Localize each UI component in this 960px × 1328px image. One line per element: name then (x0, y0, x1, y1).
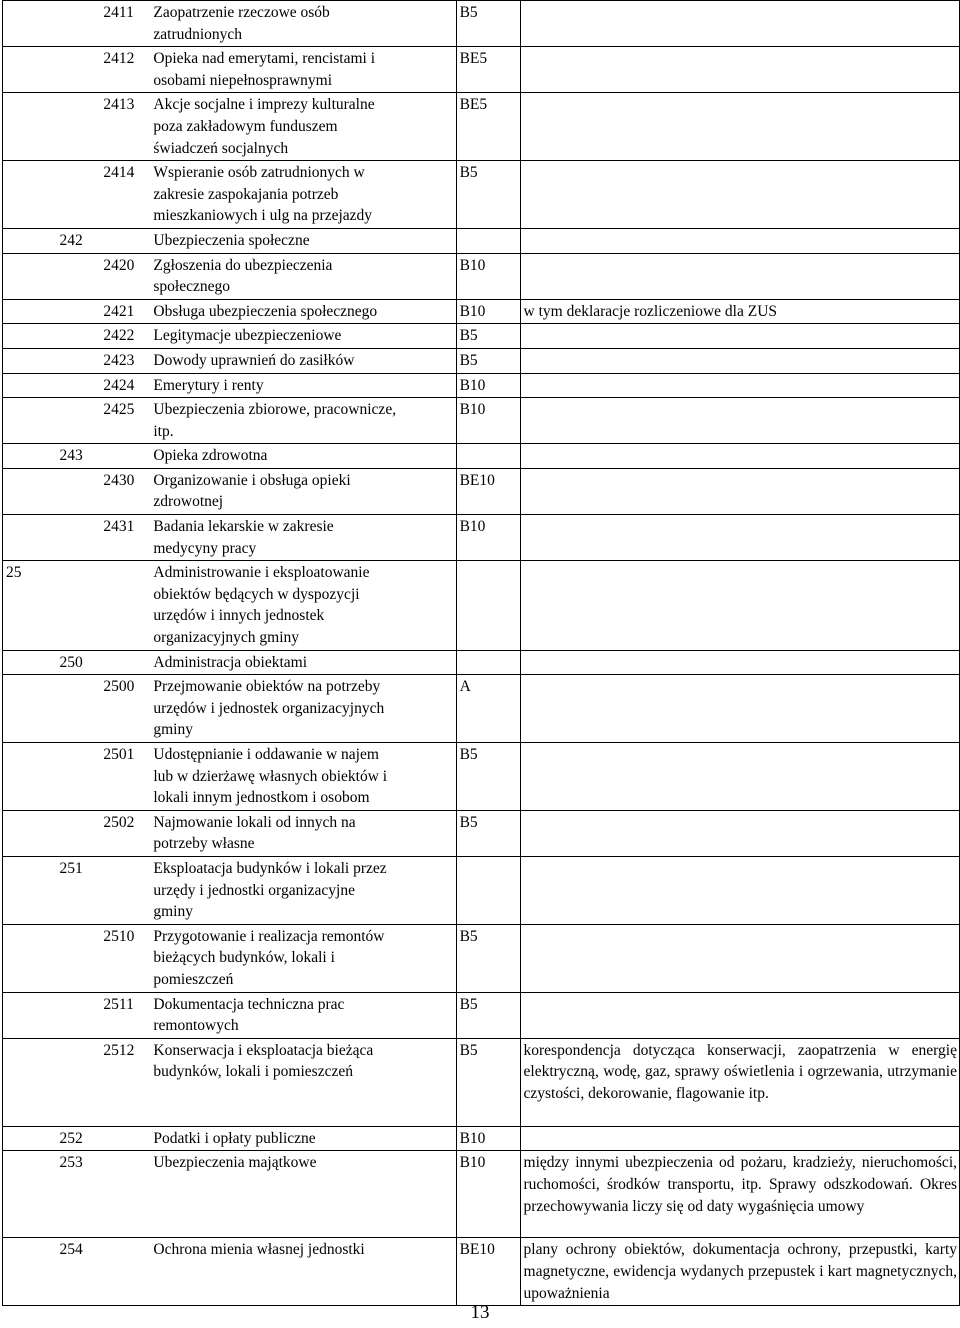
archive-category-cell: BE5 (456, 93, 520, 161)
class-code-cell (3, 93, 57, 161)
class-code-cell (3, 468, 57, 514)
item-code-cell (100, 228, 150, 253)
subclass-code-cell (56, 515, 100, 561)
item-code-cell (100, 1151, 150, 1238)
archive-category-cell (456, 228, 520, 253)
category-title-cell: Administracja obiektami (150, 650, 456, 675)
archive-category-cell: B5 (456, 743, 520, 811)
remarks-cell (520, 515, 959, 561)
remarks-cell (520, 93, 959, 161)
subclass-code-cell (56, 348, 100, 373)
subclass-code-cell (56, 373, 100, 398)
remarks-cell (520, 1, 959, 47)
remarks-cell: plany ochrony obiektów, dokumentacja ochrony, przepustki, karty magnetyczne, ewidencja wydanych przepustek i kart magnetycznych, upoważnienia (520, 1238, 959, 1306)
remarks-cell (520, 444, 959, 469)
archive-category-cell (456, 444, 520, 469)
table-row (3, 444, 960, 469)
class-code-cell (3, 924, 57, 992)
archive-category-cell: B10 (456, 373, 520, 398)
category-title-cell: Administrowanie i eksploatowanie obiektów będących w dyspozycji urzędów i innych jednostek organizacyjnych gminy (150, 561, 456, 650)
archive-category-cell: B5 (456, 324, 520, 349)
category-title-cell: Ubezpieczenia zbiorowe, pracownicze, itp. (150, 398, 456, 444)
item-code-cell: 2501 (100, 743, 150, 811)
remarks-cell (520, 348, 959, 373)
remarks-cell (520, 468, 959, 514)
remarks-cell (520, 743, 959, 811)
table-row (3, 373, 960, 398)
remarks-cell (520, 47, 959, 93)
table-row (3, 561, 960, 650)
subclass-code-cell: 242 (56, 228, 100, 253)
table-row (3, 743, 960, 811)
archive-category-cell: B5 (456, 924, 520, 992)
archive-category-cell (456, 650, 520, 675)
table-row (3, 992, 960, 1038)
archive-category-cell: B5 (456, 1038, 520, 1126)
item-code-cell (100, 856, 150, 924)
remarks-cell (520, 675, 959, 743)
category-title-cell: Ubezpieczenia majątkowe (150, 1151, 456, 1238)
item-code-cell: 2512 (100, 1038, 150, 1126)
subclass-code-cell (56, 47, 100, 93)
class-code-cell (3, 398, 57, 444)
table-row (3, 93, 960, 161)
class-code-cell (3, 1038, 57, 1126)
item-code-cell (100, 1126, 150, 1151)
records-table-body (3, 1, 960, 1306)
category-title-cell: Udostępnianie i oddawanie w najem lub w dzierżawę własnych obiektów i lokali innym jednostkom i osobom (150, 743, 456, 811)
records-table (2, 0, 960, 1306)
table-row (3, 515, 960, 561)
archive-category-cell: B10 (456, 515, 520, 561)
class-code-cell (3, 856, 57, 924)
item-code-cell (100, 650, 150, 675)
category-title-cell: Najmowanie lokali od innych na potrzeby własne (150, 810, 456, 856)
archive-category-cell: B10 (456, 253, 520, 299)
category-title-cell: Konserwacja i eksploatacja bieżąca budynków, lokali i pomieszczeń (150, 1038, 456, 1126)
category-title-cell: Dokumentacja techniczna prac remontowych (150, 992, 456, 1038)
class-code-cell (3, 373, 57, 398)
item-code-cell: 2431 (100, 515, 150, 561)
category-title-cell: Zgłoszenia do ubezpieczenia społecznego (150, 253, 456, 299)
category-title-cell: Opieka zdrowotna (150, 444, 456, 469)
category-title-cell: Przejmowanie obiektów na potrzeby urzędów i jednostek organizacyjnych gminy (150, 675, 456, 743)
subclass-code-cell: 252 (56, 1126, 100, 1151)
archive-category-cell: BE10 (456, 468, 520, 514)
archive-category-cell: B10 (456, 299, 520, 324)
table-row (3, 468, 960, 514)
archive-category-cell: B5 (456, 161, 520, 229)
archive-category-cell: B5 (456, 1, 520, 47)
subclass-code-cell (56, 1038, 100, 1126)
category-title-cell: Przygotowanie i realizacja remontów bieżących budynków, lokali i pomieszczeń (150, 924, 456, 992)
table-row (3, 924, 960, 992)
subclass-code-cell (56, 1, 100, 47)
remarks-cell (520, 324, 959, 349)
item-code-cell: 2500 (100, 675, 150, 743)
item-code-cell: 2425 (100, 398, 150, 444)
category-title-cell: Opieka nad emerytami, rencistami i osobami niepełnosprawnymi (150, 47, 456, 93)
item-code-cell: 2510 (100, 924, 150, 992)
subclass-code-cell (56, 675, 100, 743)
class-code-cell (3, 444, 57, 469)
subclass-code-cell: 251 (56, 856, 100, 924)
category-title-cell: Emerytury i renty (150, 373, 456, 398)
category-title-cell: Podatki i opłaty publiczne (150, 1126, 456, 1151)
remarks-cell (520, 1126, 959, 1151)
table-row (3, 228, 960, 253)
class-code-cell (3, 1238, 57, 1306)
subclass-code-cell: 243 (56, 444, 100, 469)
remarks-cell (520, 373, 959, 398)
page-number: 13 (470, 1302, 490, 1323)
category-title-cell: Dowody uprawnień do zasiłków (150, 348, 456, 373)
subclass-code-cell (56, 253, 100, 299)
class-code-cell (3, 515, 57, 561)
class-code-cell (3, 348, 57, 373)
table-row (3, 299, 960, 324)
category-title-cell: Legitymacje ubezpieczeniowe (150, 324, 456, 349)
class-code-cell: 25 (3, 561, 57, 650)
remarks-cell (520, 228, 959, 253)
remarks-cell (520, 398, 959, 444)
archive-category-cell: B10 (456, 1126, 520, 1151)
class-code-cell (3, 1, 57, 47)
archive-category-cell (456, 856, 520, 924)
class-code-cell (3, 992, 57, 1038)
class-code-cell (3, 161, 57, 229)
item-code-cell: 2423 (100, 348, 150, 373)
class-code-cell (3, 228, 57, 253)
item-code-cell: 2502 (100, 810, 150, 856)
item-code-cell (100, 1238, 150, 1306)
category-title-cell: Akcje socjalne i imprezy kulturalne poza zakładowym funduszem świadczeń socjalnych (150, 93, 456, 161)
class-code-cell (3, 1151, 57, 1238)
item-code-cell: 2422 (100, 324, 150, 349)
remarks-cell: korespondencja dotycząca konserwacji, zaopatrzenia w energię elektryczną, wodę, gaz, sprawy oświetlenia i ogrzewania, utrzymanie czystości, dekorowanie, flagowanie itp. (520, 1038, 959, 1126)
table-row (3, 324, 960, 349)
subclass-code-cell (56, 93, 100, 161)
item-code-cell: 2414 (100, 161, 150, 229)
item-code-cell: 2420 (100, 253, 150, 299)
table-row (3, 675, 960, 743)
remarks-cell: między innymi ubezpieczenia od pożaru, kradzieży, nieruchomości, ruchomości, środków transportu, itp. Sprawy odszkodowań. Okres przechowywania liczy się od daty wygaśnięcia umowy (520, 1151, 959, 1238)
table-row (3, 161, 960, 229)
class-code-cell (3, 743, 57, 811)
remarks-cell (520, 650, 959, 675)
subclass-code-cell (56, 468, 100, 514)
item-code-cell: 2413 (100, 93, 150, 161)
item-code-cell: 2511 (100, 992, 150, 1038)
table-row (3, 650, 960, 675)
subclass-code-cell (56, 398, 100, 444)
archive-category-cell: B5 (456, 348, 520, 373)
remarks-cell (520, 924, 959, 992)
category-title-cell: Badania lekarskie w zakresie medycyny pracy (150, 515, 456, 561)
archive-category-cell: BE10 (456, 1238, 520, 1306)
category-title-cell: Ochrona mienia własnej jednostki (150, 1238, 456, 1306)
remarks-cell (520, 561, 959, 650)
category-title-cell: Zaopatrzenie rzeczowe osób zatrudnionych (150, 1, 456, 47)
item-code-cell: 2411 (100, 1, 150, 47)
category-title-cell: Ubezpieczenia społeczne (150, 228, 456, 253)
item-code-cell: 2412 (100, 47, 150, 93)
table-row (3, 348, 960, 373)
subclass-code-cell (56, 299, 100, 324)
archive-category-cell: B5 (456, 992, 520, 1038)
remarks-cell (520, 856, 959, 924)
remarks-cell (520, 810, 959, 856)
archive-category-cell: B5 (456, 810, 520, 856)
archive-category-cell: B10 (456, 1151, 520, 1238)
table-row (3, 1, 960, 47)
table-row (3, 253, 960, 299)
category-title-cell: Eksploatacja budynków i lokali przez urzędy i jednostki organizacyjne gminy (150, 856, 456, 924)
class-code-cell (3, 47, 57, 93)
subclass-code-cell (56, 924, 100, 992)
subclass-code-cell (56, 561, 100, 650)
subclass-code-cell: 253 (56, 1151, 100, 1238)
table-row (3, 1238, 960, 1306)
class-code-cell (3, 299, 57, 324)
subclass-code-cell (56, 743, 100, 811)
archive-category-cell: A (456, 675, 520, 743)
table-row (3, 398, 960, 444)
category-title-cell: Wspieranie osób zatrudnionych w zakresie zaspokajania potrzeb mieszkaniowych i ulg na przejazdy (150, 161, 456, 229)
class-code-cell (3, 810, 57, 856)
table-row (3, 856, 960, 924)
remarks-cell (520, 161, 959, 229)
item-code-cell: 2421 (100, 299, 150, 324)
table-row (3, 1151, 960, 1238)
item-code-cell (100, 561, 150, 650)
category-title-cell: Obsługa ubezpieczenia społecznego (150, 299, 456, 324)
class-code-cell (3, 650, 57, 675)
table-row (3, 1038, 960, 1126)
remarks-cell (520, 992, 959, 1038)
archive-category-cell: BE5 (456, 47, 520, 93)
class-code-cell (3, 675, 57, 743)
archive-category-cell (456, 561, 520, 650)
subclass-code-cell: 250 (56, 650, 100, 675)
class-code-cell (3, 1126, 57, 1151)
item-code-cell: 2430 (100, 468, 150, 514)
subclass-code-cell (56, 992, 100, 1038)
table-row (3, 1126, 960, 1151)
class-code-cell (3, 253, 57, 299)
item-code-cell: 2424 (100, 373, 150, 398)
table-row (3, 810, 960, 856)
item-code-cell (100, 444, 150, 469)
remarks-cell (520, 253, 959, 299)
class-code-cell (3, 324, 57, 349)
category-title-cell: Organizowanie i obsługa opieki zdrowotnej (150, 468, 456, 514)
subclass-code-cell (56, 324, 100, 349)
subclass-code-cell (56, 810, 100, 856)
subclass-code-cell (56, 161, 100, 229)
archive-category-cell: B10 (456, 398, 520, 444)
remarks-cell: w tym deklaracje rozliczeniowe dla ZUS (520, 299, 959, 324)
subclass-code-cell: 254 (56, 1238, 100, 1306)
table-row (3, 47, 960, 93)
